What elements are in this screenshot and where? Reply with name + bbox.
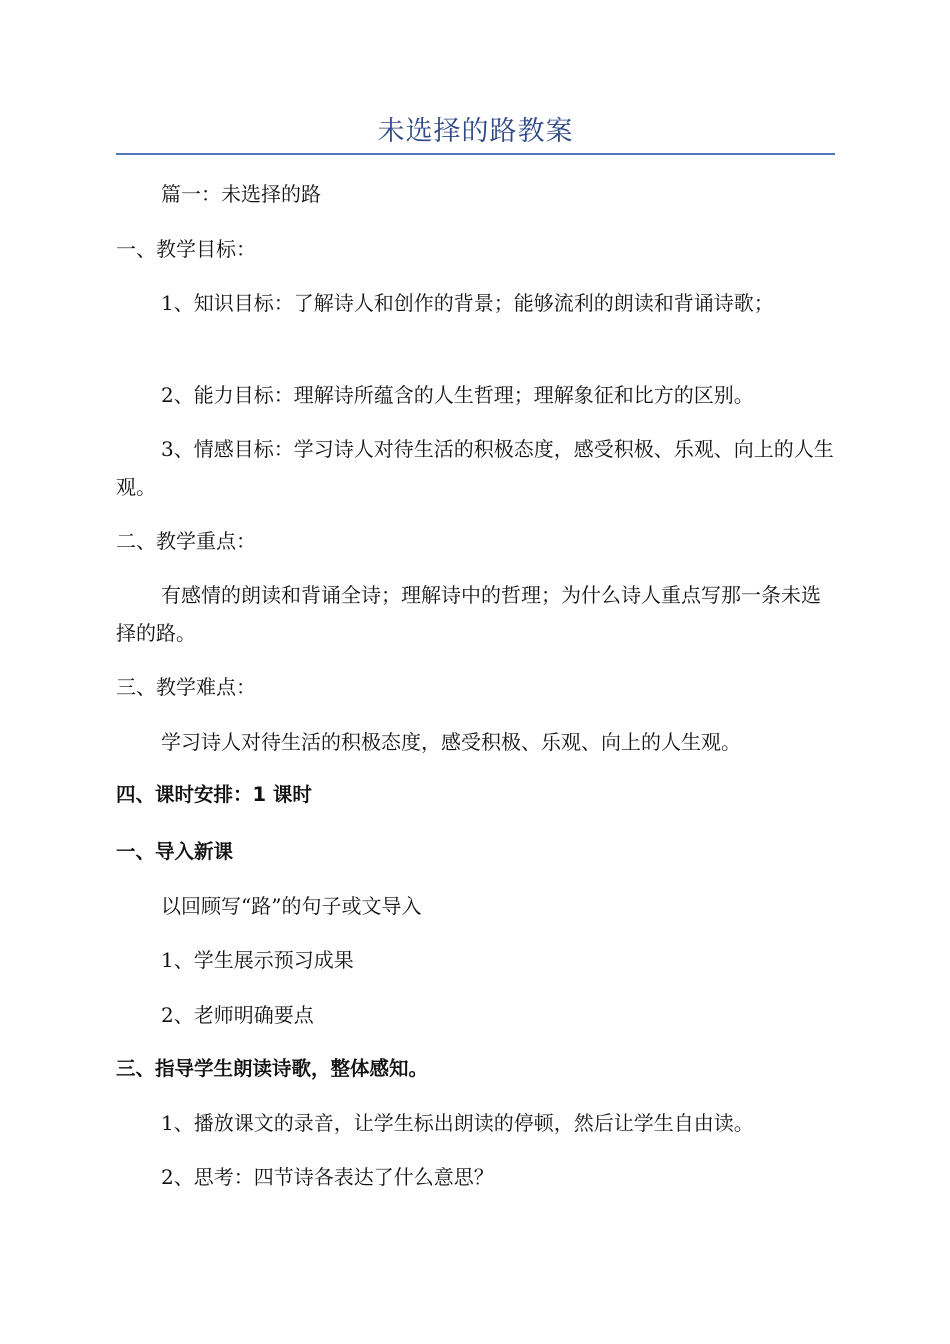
document-title: 未选择的路教案 bbox=[377, 116, 574, 147]
paragraph-difficulties: 学习诗人对待生活的积极态度，感受积极、乐观、向上的人生观。 bbox=[161, 730, 741, 754]
section-heading: 篇一：未选择的路 bbox=[161, 182, 321, 206]
paragraph-key-points: 有感情的朗读和背诵全诗；理解诗中的哲理；为什么诗人重点写那一条未选择的路。 bbox=[116, 583, 821, 645]
list-item-preview: 1、学生展示预习成果 bbox=[161, 948, 354, 972]
paragraph-introduction: 以回顾写“路”的句子或文导入 bbox=[161, 894, 422, 918]
heading-schedule: 四、课时安排：1 课时 bbox=[116, 783, 312, 806]
paragraph-knowledge-goal: 1、知识目标：了解诗人和创作的背景；能够流利的朗读和背诵诗歌； bbox=[161, 291, 774, 315]
heading-teaching-goals: 一、教学目标： bbox=[116, 237, 256, 261]
list-item-think: 2、思考：四节诗各表达了什么意思？ bbox=[161, 1165, 494, 1189]
list-item-play-recording: 1、播放课文的录音，让学生标出朗读的停顿，然后让学生自由读。 bbox=[161, 1111, 754, 1135]
paragraph-emotion-goal: 3、情感目标：学习诗人对待生活的积极态度，感受积极、乐观、向上的人生观。 bbox=[116, 437, 834, 499]
heading-key-points: 二、教学重点： bbox=[116, 529, 256, 553]
heading-difficulties: 三、教学难点： bbox=[116, 675, 256, 699]
heading-introduction: 一、导入新课 bbox=[116, 840, 234, 863]
title-underline bbox=[116, 153, 835, 155]
heading-reading-guidance: 三、指导学生朗读诗歌，整体感知。 bbox=[116, 1057, 429, 1080]
list-item-teacher-points: 2、老师明确要点 bbox=[161, 1003, 314, 1027]
paragraph-ability-goal: 2、能力目标：理解诗所蕴含的人生哲理；理解象征和比方的区别。 bbox=[161, 383, 754, 407]
